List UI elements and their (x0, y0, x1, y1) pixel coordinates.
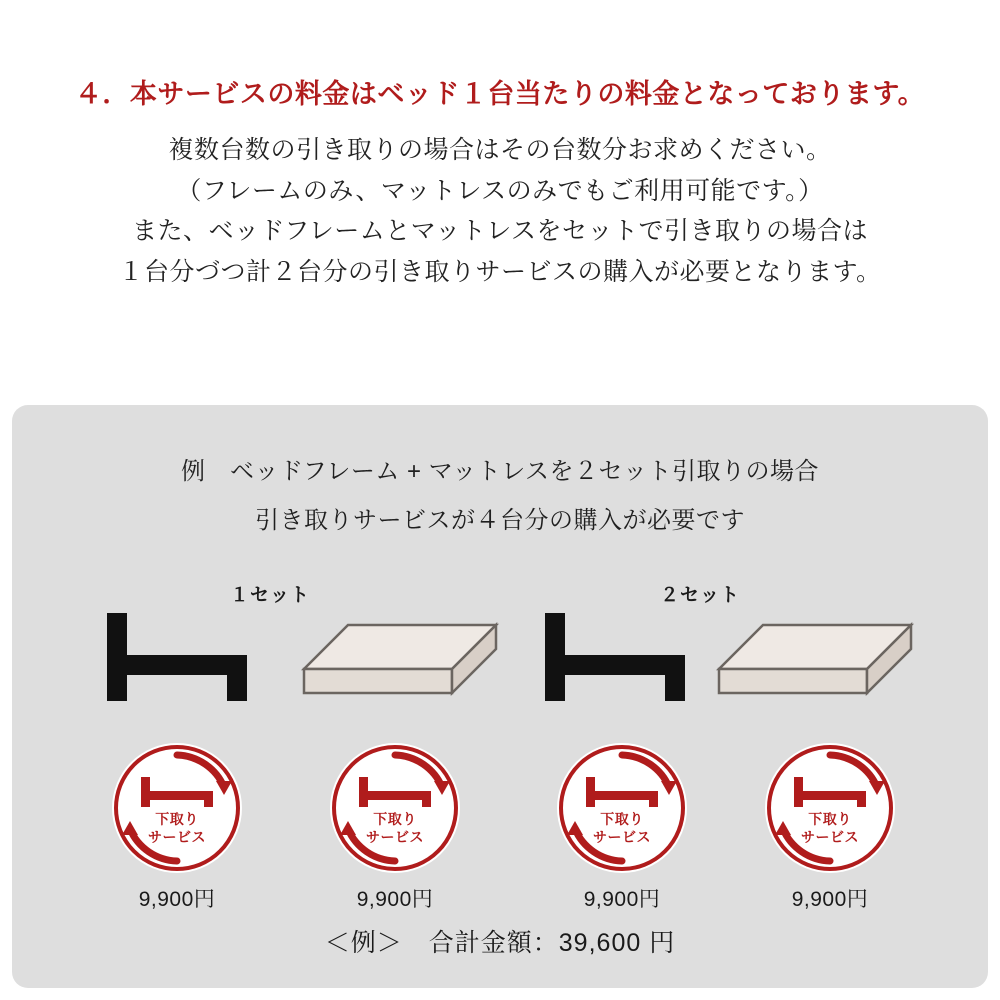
badge-price: 9,900円 (356, 888, 434, 911)
intro-section (0, 0, 1000, 292)
badge-caption-line-2: サービス (801, 828, 859, 845)
trade-in-item (547, 743, 697, 913)
badge-caption-line-1: 下取り (155, 811, 199, 827)
badge-caption (765, 811, 895, 846)
bed-frame-base (545, 655, 685, 675)
intro-line-2: （フレームのみ、マットレスのみでもご利用可能です。） (176, 176, 824, 205)
intro-line-1: 複数台数の引き取りの場合はその台数分お求めください。 (168, 136, 832, 165)
mattress-icon (300, 621, 500, 701)
circular-arrow-icon (557, 743, 687, 873)
bed-frame-icon (545, 613, 685, 701)
trade-in-badge (112, 743, 242, 873)
trade-in-badge-row (12, 743, 988, 923)
trade-in-item (755, 743, 905, 913)
bed-glyph-icon (141, 777, 213, 807)
badge-caption-line-2: サービス (593, 828, 651, 845)
bed-frame-base (107, 655, 247, 675)
furniture-illustration-row (12, 603, 988, 713)
badge-caption (557, 811, 687, 846)
badge-price: 9,900円 (138, 888, 216, 911)
badge-caption (112, 811, 242, 846)
badge-caption (330, 811, 460, 846)
badge-price: 9,900円 (791, 888, 869, 911)
badge-caption-line-2: サービス (148, 828, 206, 845)
bed-frame-icon (107, 613, 247, 701)
bed-frame-footboard (665, 655, 685, 701)
set-label-2: ２セット (660, 585, 741, 606)
bed-glyph-icon (359, 777, 431, 807)
mattress-icon (715, 621, 915, 701)
page-title: ４．本サービスの料金はベッド１台当たりの料金となっております。 (74, 79, 926, 109)
trade-in-item (102, 743, 252, 913)
badge-caption-line-1: 下取り (600, 811, 644, 827)
circular-arrow-icon (765, 743, 895, 873)
example-title: 例 ベッドフレーム + マットレスを２セット引取りの場合 (181, 458, 819, 485)
badge-caption-line-1: 下取り (373, 811, 417, 827)
circular-arrow-icon (330, 743, 460, 873)
bed-frame-footboard (227, 655, 247, 701)
intro-line-4: １台分づつ計２台分の引き取りサービスの購入が必要となります。 (118, 257, 882, 286)
trade-in-badge (557, 743, 687, 873)
set-label-1: １セット (230, 585, 311, 606)
example-subtitle: 引き取りサービスが４台分の購入が必要です (255, 507, 745, 535)
trade-in-item (320, 743, 470, 913)
badge-price: 9,900円 (583, 888, 661, 911)
total-amount-line: ＜例＞ 合計金額：39,600 円 (324, 929, 676, 957)
trade-in-badge (765, 743, 895, 873)
trade-in-badge (330, 743, 460, 873)
badge-caption-line-2: サービス (366, 828, 424, 845)
circular-arrow-icon (112, 743, 242, 873)
bed-glyph-icon (586, 777, 658, 807)
bed-glyph-icon (794, 777, 866, 807)
intro-line-3: また、ベッドフレームとマットレスをセットで引き取りの場合は (131, 217, 868, 246)
badge-caption-line-1: 下取り (808, 811, 852, 827)
example-panel (12, 405, 988, 988)
